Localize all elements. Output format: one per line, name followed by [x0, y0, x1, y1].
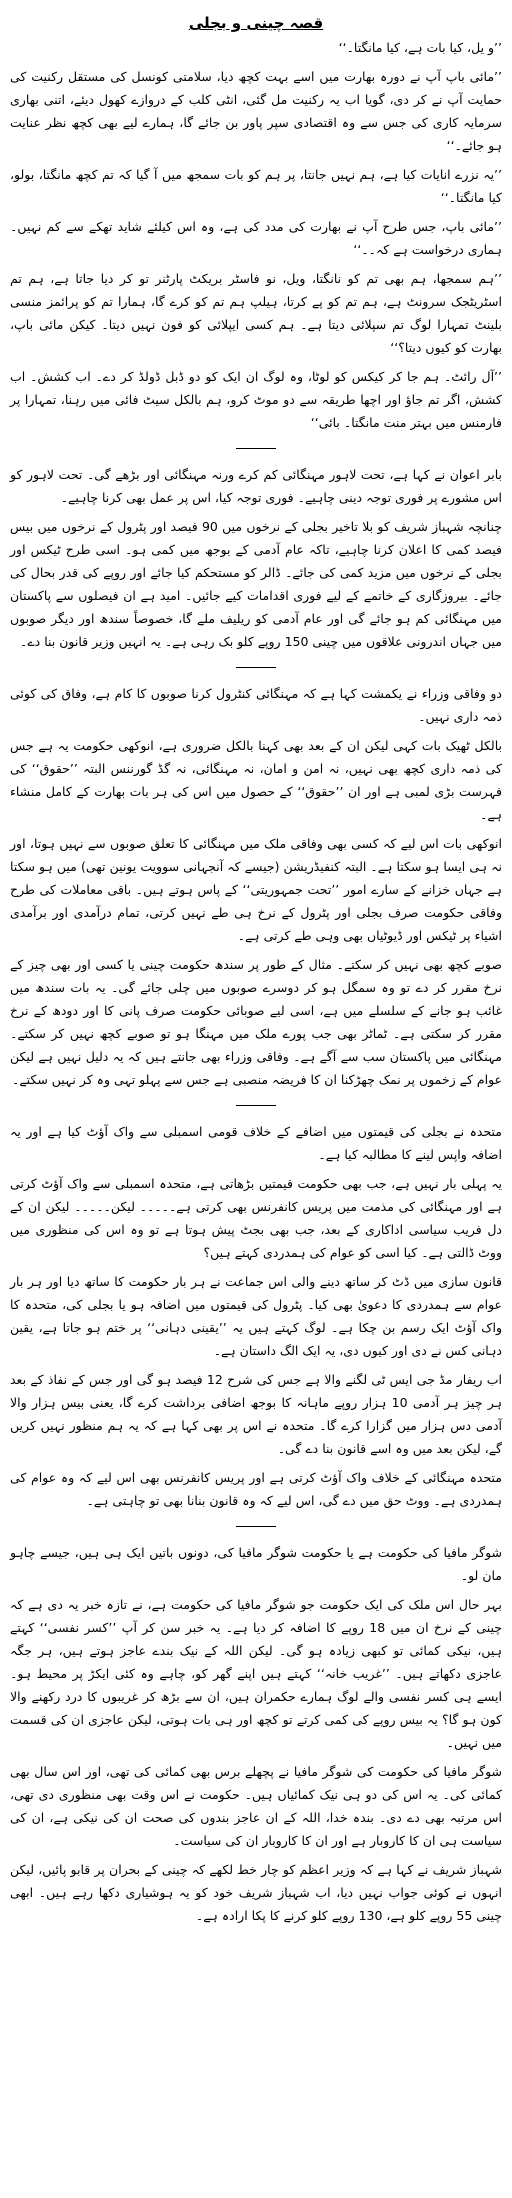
section-divider: [236, 1526, 276, 1527]
section-divider: [236, 1105, 276, 1106]
paragraph: ’’و یل، کیا بات ہے، کیا مانگتا۔‘‘: [338, 40, 502, 55]
paragraph: اب ریفار مڈ جی ایس ٹی لگنے والا ہے جس کی شرح 12 فیصد ہو گی اور جس کے نفاذ کے بعد ہر چیز ہر آدمی 10 ہزار روپے ماہانہ کا بوجھ اضافی برداشت کرے گا، یعنی بیس ہزار والا آدمی دس ہزار میں گزارا کرے گا۔ متحدہ نے اس پر بھی کہا ہے کہ یہ ہم منظور نہیں کریں گے، لیکن بعد میں وہ اسے قانون بنا دے گی۔: [10, 1372, 502, 1456]
section-divider: [236, 667, 276, 668]
paragraph: متحدہ مہنگائی کے خلاف واک آؤٹ کرتی ہے اور پریس کانفرنس بھی اس لیے کہ وہ عوام کی ہمدردی ہے۔ ووٹ حق میں دے گی، اس لیے کہ وہ قانون بنانا بھی تو چاہتی ہے۔: [10, 1470, 502, 1508]
section-babar-awan: [10, 463, 502, 653]
paragraph: بابر اعوان نے کہا ہے، تحت لاہور مہنگائی کم کرے ورنہ مہنگائی اور بڑھے گی۔ تحت لاہور کو اس مشورے پر فوری توجہ دینی چاہیے۔ فوری توجہ کیا، اس پر عمل بھی کرنا چاہیے۔: [10, 467, 502, 505]
paragraph: ’’مائی باپ، جس طرح آپ نے بھارت کی مدد کی ہے، وہ اس کیلئے شاید تھکے سے کم نہیں۔ ہماری درخواست ہے کہ۔۔‘‘: [10, 219, 502, 257]
paragraph: انوکھی بات اس لیے کہ کسی بھی وفاقی ملک میں مہنگائی کا تعلق صوبوں سے نہیں ہوتا، اور نہ ہی ایسا ہو سکتا ہے۔ البتہ کنفیڈریشن (جیسے کہ آنجہانی سوویت یونین تھی) میں ہو سکتا ہے جہاں خزانے کے سارے امور ’’تحت جمہوریتی‘‘ کے پاس ہوتے ہیں۔ باقی معاملات کی طرح وفاقی حکومت صرف بجلی اور پٹرول کے نرخ ہی طے نہیں کرتی، تمام درآمدی اور برآمدی اشیاء پر ٹیکس اور ڈیوٹیاں بھی وہی طے کرتی ہے۔: [10, 836, 502, 943]
paragraph: یہ پہلی بار نہیں ہے، جب بھی حکومت قیمتیں بڑھاتی ہے، متحدہ اسمبلی سے واک آؤٹ کرتی ہے اور مہنگائی کی مذمت میں پریس کانفرنس بھی کرتی ہے۔۔۔۔۔ لیکن۔۔۔۔۔ لیکن ان کے دل فریب سیاسی اداکاری کے بعد، جب بھی بجٹ پیش ہوتا ہے تو وہ اس کی منظوری میں ووٹ ڈالتی ہے۔ کیا اسی کو عوام کی ہمدردی کہتے ہیں؟: [10, 1176, 502, 1260]
paragraph: ’’ہم سمجھا، ہم بھی تم کو نانگتا، ویل، نو فاسٹر بریکٹ پارٹنر تو کر دیا جاتا ہے، ہم تم اسٹریٹجک سرونٹ ہے، ہم تم کو پے کرتا، ہیلپ ہم تم کو کرے گا، ہمارا تم کو پرائمز منسی بلینٹ تمہارا لوگ تم سپلائی دیتا ہے۔ ہم کسی ایپلائی کو فون نہیں دیتا۔ کیکن مائی باپ، بھارت کو کیوں دیتا؟‘‘: [10, 271, 502, 355]
section-sugar-mafia: [10, 1541, 502, 1927]
paragraph: شوگر مافیا کی حکومت کی شوگر مافیا نے پچھلے برس بھی کمائی کی تھی، اور اس سال بھی کمائی کی۔ یہ اس کی دو ہی نیک کمائیاں ہیں۔ حکومت نے اس وقت بھی منظوری دی تھی، اس مرتبہ بھی دے دی۔ بندہ خدا، اللہ کے ان عاجز بندوں کی صحت ان کی نیکی ہے، ان کی سیاست ہی ان کا کاروبار ہے اور ان کا کاروبار ان کی سیاست۔: [10, 1764, 502, 1848]
section-divider: [236, 448, 276, 449]
section-dialogue: [10, 36, 502, 434]
paragraph: ’’آل رائٹ۔ ہم جا کر کیکس کو لوٹا، وہ لوگ ان ایک کو دو ڈبل ڈولڈ کر دے۔ اب کشش۔ اب کشش، اگر تم جاؤ اور اچھا طریقہ سے دو موٹ کرو، ہم بالکل سیٹ فائی میں رہنا، تمہارا پر فارمنس میں بہتر منت مانگتا۔ بائی‘‘: [10, 369, 502, 430]
paragraph: دو وفاقی وزراء نے یکمشت کہا ہے کہ مہنگائی کنٹرول کرنا صوبوں کا کام ہے، وفاق کی کوئی ذمہ داری نہیں۔: [10, 686, 502, 724]
paragraph: شوگر مافیا کی حکومت ہے یا حکومت شوگر مافیا کی، دونوں باتیں ایک ہی ہیں، جیسے چاہو مان لو۔: [10, 1545, 502, 1583]
paragraph: بالکل ٹھیک بات کہی لیکن ان کے بعد بھی کہنا بالکل ضروری ہے، انوکھی حکومت یہ ہے جس کی ذمہ داری کچھ بھی نہیں، نہ امن و امان، نہ مہنگائی، نہ گڈ گورننس البتہ ’’حقوق‘‘ کی فہرست بڑی لمبی ہے اور ان ’’حقوق‘‘ کے حصول میں اس کی ہر بات بھارت کے کامل منشاء ہے۔: [10, 738, 502, 822]
section-federal-ministers: [10, 682, 502, 1091]
paragraph: ’’یہ نزرے انایات کیا ہے، ہم نہیں جانتا، پر ہم کو بات سمجھ میں آ گیا کہ تم کچھ مانگتا، بولو، کیا مانگتا۔‘‘: [10, 167, 502, 205]
paragraph: صوبے کچھ بھی نہیں کر سکتے۔ مثال کے طور پر سندھ حکومت چینی یا کسی اور بھی چیز کے نرخ مقرر کر دے تو وہ سمگل ہو کر دوسرے صوبوں میں چلی جائے گی۔ یہ بات سندھ میں غائب ہو جانے کے سلسلے میں ہے، اسی لیے صوبائی حکومت صرف پانی کا اور دودھ کے نرخ مقرر کر سکتی ہے۔ ٹماٹر بھی جب پورے ملک میں مہنگا ہو تو صوبے کچھ نہیں کر سکتے۔ مہنگائی میں پاکستان سب سے آگے ہے۔ وفاقی وزراء بھی جانتے ہیں کہ یہ دلیل نہیں ہے لیکن عوام کے زخموں پر نمک چھڑکنا ان کا فریضہ منصبی ہے جس سے پہلو تہی وہ کر نہیں سکتے۔: [10, 957, 502, 1087]
paragraph: شہباز شریف نے کہا ہے کہ وزیر اعظم کو چار خط لکھے کہ چینی کے بحران پر قابو پائیں، لیکن انہوں نے کوئی جواب نہیں دیا، اب شہباز شریف خود کو یہ ہوشیاری دکھا رہے ہیں۔ ابھی چینی 55 روپے کلو ہے، 130 روپے کلو کرنے کا پکا ارادہ ہے۔: [10, 1862, 502, 1923]
paragraph: بہر حال اس ملک کی ایک حکومت جو شوگر مافیا کی حکومت ہے، نے تازہ خبر یہ دی ہے کہ چینی کے نرخ ان میں 18 روپے کا اضافہ کر دیا ہے۔ یہ خبر سن کر آپ ’’کسر نفسی‘‘ کہتے ہیں، نیکی کمائی تو کبھی زیادہ ہو گی۔ لیکن اللہ کے نیک بندے عاجز ہوتے ہیں، ہر جگہ عاجزی دکھاتے ہیں۔ ’’غریب خانہ‘‘ کہتے ہیں اپنے گھر کو، چاہے وہ کئی ایکڑ پر محیط ہو۔ ایسے ہی کسر نفسی والے لوگ ہمارے حکمران ہیں، ان سے بڑھ کر غریبوں کا درد رکھنے والا کون ہو گا؟ یہ بیس روپے کی کمی کرتے تو کچھ اور ہی بات ہوتی، لیکن عاجزی ان کی قسمت میں نہیں۔: [10, 1597, 502, 1750]
paragraph: متحدہ نے بجلی کی قیمتوں میں اضافے کے خلاف قومی اسمبلی سے واک آؤٹ کیا ہے اور یہ اضافہ واپس لینے کا مطالبہ کیا ہے۔: [10, 1124, 502, 1162]
section-muttahida: [10, 1120, 502, 1512]
paragraph: چنانچہ شہباز شریف کو بلا تاخیر بجلی کے نرخوں میں 90 فیصد اور پٹرول کے نرخوں میں بیس فیصد کمی کا اعلان کرنا چاہیے، تاکہ عام آدمی کے بوجھ میں کمی ہو۔ اسی طرح ٹیکس اور بجلی کے نرخوں میں مزید کمی کی جائے۔ ڈالر کو مستحکم کیا جائے اور روپے کی قدر بحال کی جائے۔ بیروزگاری کے خاتمے کے لیے فوری اقدامات کیے جائیں۔ امید ہے ان فیصلوں سے پاکستان میں مہنگائی کم ہو جائے گی اور عام آدمی کو ریلیف ملے گا، خصوصاً سندھ اور دیگر صوبوں میں جہاں اندرونی علاقوں میں چینی 150 روپے کلو بک رہی ہے۔ یہ انہیں وزیر قانون بنا دے۔: [10, 519, 502, 649]
paragraph: ’’مائی باپ آپ نے دورہ بھارت میں اسے بہت کچھ دیا، سلامتی کونسل کی مستقل رکنیت کی حمایت آپ نے کر دی، گویا اب یہ رکنیت مل گئی، انٹی کلب کے دروازے کھول دیئے، اتنی بھاری سرمایہ کاری کی جس سے وہ اقتصادی سپر پاور بن جائے گا، ہمارے لیے بھی کچھ نظر عنایت ہو جائے۔‘‘: [10, 69, 502, 153]
page-title: قصہ چینی و بجلی: [188, 14, 324, 32]
paragraph: قانون سازی میں ڈٹ کر ساتھ دینے والی اس جماعت نے ہر بار حکومت کا ساتھ دیا اور ہر بار عوام سے ہمدردی کا دعویٰ بھی کیا۔ پٹرول کی قیمتوں میں اضافہ ہو یا بجلی کی، متحدہ کا واک آؤٹ ایک رسم بن چکا ہے۔ لوگ کہتے ہیں یہ ’’یقینی دہانی‘‘ پر ختم ہو جاتا ہے، یقین دہانی کس نے دی اور کیوں دی، یہ ایک الگ داستان ہے۔: [10, 1274, 502, 1358]
